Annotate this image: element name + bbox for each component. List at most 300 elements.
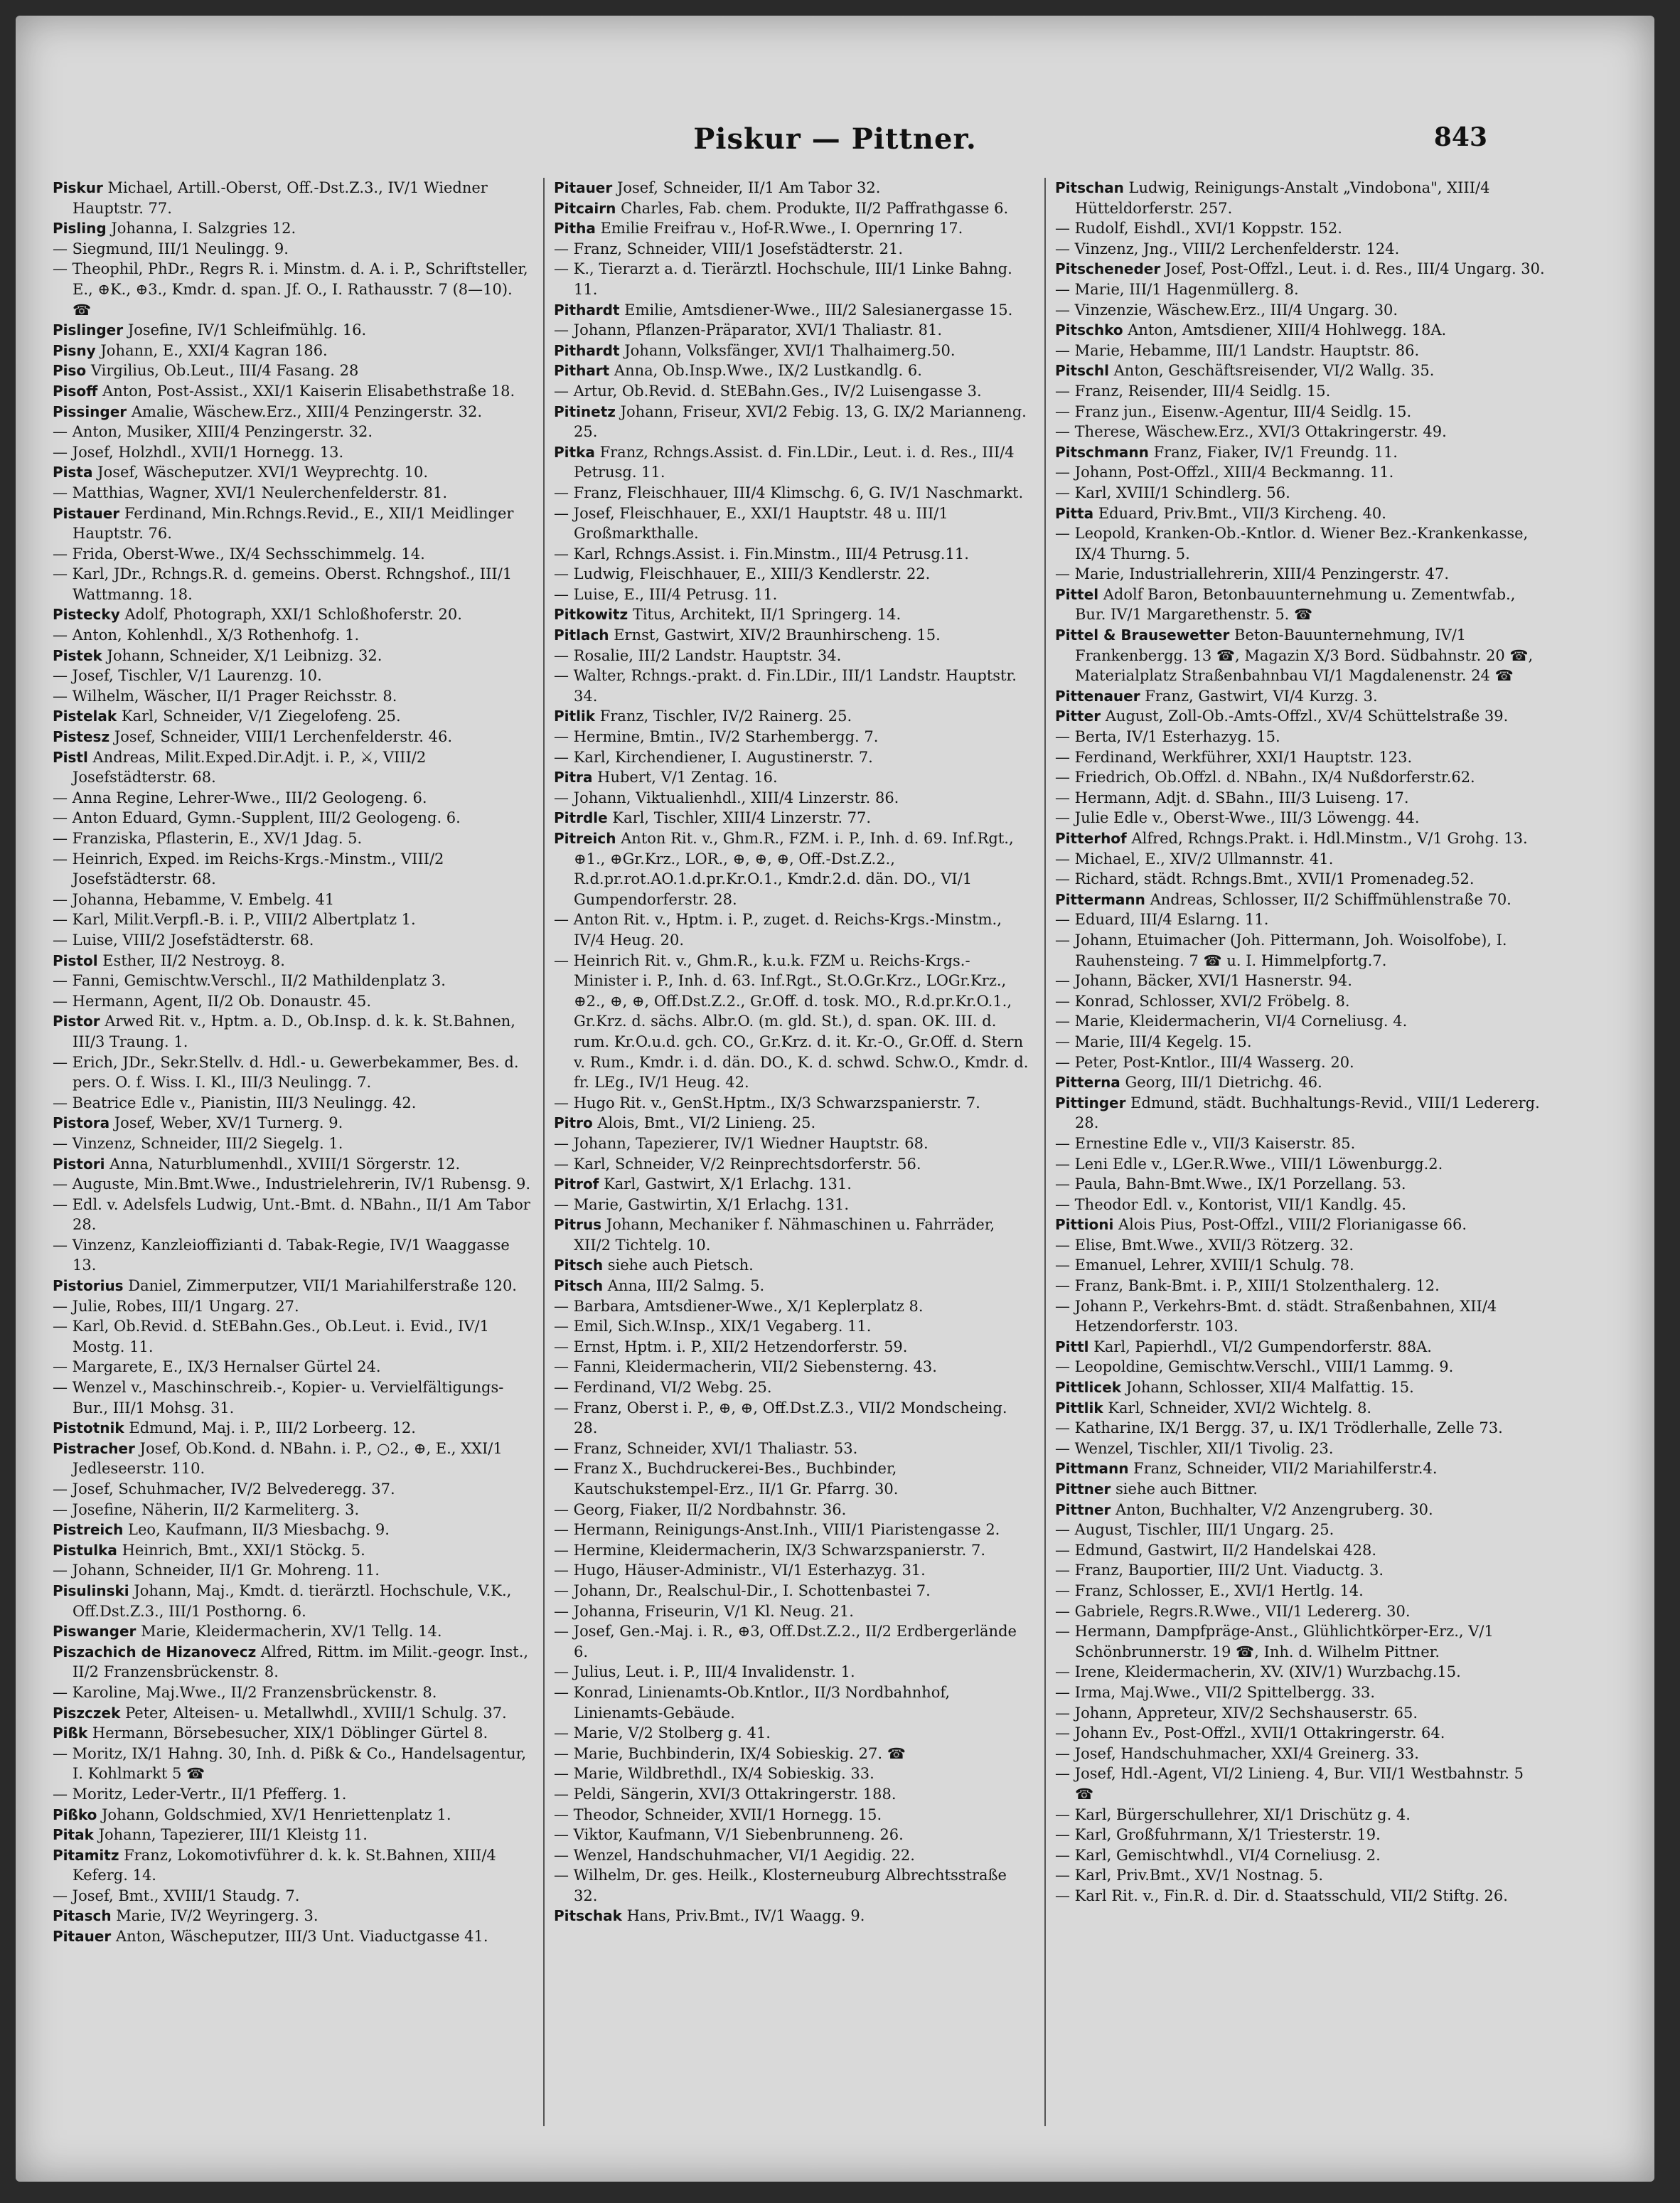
- directory-entry: [1055, 1439, 1546, 1459]
- directory-entry: [554, 1744, 1034, 1764]
- column-3: [1055, 178, 1546, 2155]
- entry-details: — Hermann, Reinigungs-Anst.Inh., VIII/1 Piaristengasse 2.: [554, 1521, 1000, 1539]
- directory-entry: [554, 585, 1034, 605]
- directory-entry: [53, 1296, 533, 1317]
- entry-details: — Johann, Bäcker, XVI/1 Hasnerstr. 94.: [1055, 972, 1352, 990]
- directory-entry: [1055, 1805, 1546, 1825]
- entry-details: — Ernst, Hptm. i. P., XII/2 Hetzendorferstr. 59.: [554, 1338, 908, 1355]
- entry-details: Ferdinand, Min.Rchngs.Revid., E., XII/1 Meidlinger Hauptstr. 76.: [73, 504, 514, 543]
- entry-details: — Anton Eduard, Gymn.-Supplent, III/2 Geologeng. 6.: [53, 809, 461, 827]
- directory-entry: [53, 1377, 533, 1418]
- entry-details: — Josef, Gen.-Maj. i. R., ⊕3, Off.Dst.Z.2., II/2 Erdbergerlände 6.: [554, 1623, 1017, 1660]
- directory-entry: [53, 259, 533, 320]
- entry-surname: Pittl: [1055, 1338, 1089, 1355]
- directory-entry: [554, 1723, 1034, 1744]
- entry-details: Johann, Mechaniker f. Nähmaschinen u. Fahrräder, XII/2 Tichtelg. 10.: [574, 1216, 995, 1254]
- entry-details: — Michael, E., XIV/2 Ullmannstr. 41.: [1055, 850, 1334, 868]
- entry-details: — Josefine, Näherin, II/2 Karmeliterg. 3.: [53, 1500, 360, 1518]
- directory-entry: [1055, 218, 1546, 239]
- entry-details: Josef, Schneider, II/1 Am Tabor 32.: [616, 179, 881, 196]
- entry-details: — Marie, III/4 Kegelg. 15.: [1055, 1033, 1252, 1050]
- entry-details: — Emil, Sich.W.Insp., XIX/1 Vegaberg. 11.: [554, 1318, 872, 1335]
- entry-details: — K., Tierarzt a. d. Tierärztl. Hochschule, III/1 Linke Bahng. 11.: [554, 260, 1012, 298]
- directory-entry: [1055, 1093, 1546, 1133]
- directory-entry: [53, 910, 533, 930]
- entry-details: Anton, Buchhalter, V/2 Anzengruberg. 30.: [1115, 1500, 1433, 1518]
- directory-entry: [53, 361, 533, 381]
- entry-details: — Hermann, Agent, II/2 Ob. Donaustr. 45.: [53, 992, 372, 1010]
- entry-surname: Pitra: [554, 769, 593, 786]
- entry-surname: Pittinger: [1055, 1094, 1126, 1111]
- page-header: [16, 122, 1654, 172]
- directory-entry: [1055, 462, 1546, 483]
- directory-entry: [554, 788, 1034, 809]
- entry-details: — Franz, Schneider, VIII/1 Josefstädterstr. 21.: [554, 240, 904, 257]
- entry-details: — Johanna, Hebamme, V. Embelg. 41: [53, 890, 335, 908]
- directory-entry: [1055, 1682, 1546, 1703]
- directory-entry: [554, 1601, 1034, 1622]
- entry-details: Anton, Wäscheputzer, III/3 Unt. Viaductgasse 41.: [115, 1928, 488, 1946]
- entry-details: Eduard, Priv.Bmt., VII/3 Kircheng. 40.: [1098, 504, 1386, 522]
- entry-details: Anton, Post-Assist., XXI/1 Kaiserin Elisabethstraße 18.: [102, 382, 515, 400]
- directory-entry: [1055, 300, 1546, 321]
- directory-entry: [53, 483, 533, 503]
- directory-entry: [1055, 1458, 1546, 1479]
- directory-entry: [554, 1133, 1034, 1154]
- directory-entry: [1055, 1500, 1546, 1520]
- directory-entry: [1055, 1886, 1546, 1906]
- directory-entry: [554, 198, 1034, 219]
- directory-entry: [554, 1377, 1034, 1398]
- entry-details: Karl, Tischler, XIII/4 Linzerstr. 77.: [612, 809, 872, 827]
- directory-entry: [1055, 625, 1546, 686]
- entry-details: Josef, Weber, XV/1 Turnerg. 9.: [114, 1114, 343, 1132]
- entry-details: Johann, Friseur, XVI/2 Febig. 13, G. IX/2 Marianneng. 25.: [574, 402, 1027, 441]
- entry-surname: Pistotnik: [53, 1419, 124, 1437]
- directory-entry: [1055, 259, 1546, 279]
- entry-details: — Rudolf, Eishdl., XVI/1 Koppstr. 152.: [1055, 220, 1342, 238]
- columns-container: [53, 178, 1545, 2155]
- directory-entry: [554, 1581, 1034, 1601]
- directory-entry: [1055, 320, 1546, 341]
- entry-details: — Leopold, Kranken-Ob.-Kntlor. d. Wiener Bez.-Krankenkasse, IX/4 Thurng. 5.: [1055, 525, 1529, 562]
- directory-entry: [554, 1825, 1034, 1845]
- entry-details: Virgilius, Ob.Leut., III/4 Fasang. 28: [90, 362, 359, 380]
- entry-details: — Wilhelm, Dr. ges. Heilk., Klosterneuburg Albrechtsstraße 32.: [554, 1867, 1007, 1904]
- directory-entry: [554, 727, 1034, 747]
- entry-details: — Peldi, Sängerin, XVI/3 Ottakringerstr. 188.: [554, 1785, 897, 1803]
- directory-entry: [1055, 1825, 1546, 1845]
- entry-surname: Piskur: [53, 179, 103, 196]
- entry-details: — Julius, Leut. i. P., III/4 Invalidenstr. 1.: [554, 1663, 855, 1681]
- entry-details: — Johann, Pflanzen-Präparator, XVI/1 Thaliastr. 81.: [554, 321, 943, 339]
- entry-details: Johann, Maj., Kmdt. d. tierärztl. Hochschule, V.K., Off.Dst.Z.3., III/1 Posthorng. 6.: [73, 1581, 512, 1620]
- directory-entry: [1055, 828, 1546, 849]
- entry-details: Edmund, Maj. i. P., III/2 Lorbeerg. 12.: [129, 1419, 416, 1437]
- directory-page: [16, 16, 1654, 2182]
- directory-entry: [53, 1744, 533, 1784]
- entry-details: — Franz, Fleischhauer, III/4 Klimschg. 6, G. IV/1 Naschmarkt.: [554, 484, 1024, 501]
- directory-entry: [53, 1113, 533, 1133]
- directory-entry: [1055, 523, 1546, 564]
- directory-entry: [554, 1845, 1034, 1866]
- entry-details: Alfred, Rchngs.Prakt. i. Hdl.Minstm., V/1 Grohg. 13.: [1131, 830, 1528, 847]
- directory-entry: [554, 604, 1034, 625]
- directory-entry: [1055, 1255, 1546, 1276]
- directory-entry: [53, 442, 533, 463]
- entry-details: Josef, Wäscheputzer. XVI/1 Weyprechtg. 10.: [97, 464, 429, 481]
- entry-details: Franz, Gastwirt, VI/4 Kurzg. 3.: [1145, 687, 1378, 705]
- directory-entry: [554, 320, 1034, 341]
- entry-surname: Pitter: [1055, 708, 1101, 725]
- directory-entry: [53, 1723, 533, 1744]
- entry-details: — Josef, Bmt., XVIII/1 Staudg. 7.: [53, 1887, 300, 1904]
- entry-details: — Marie, Kleidermacherin, VI/4 Corneliusg. 4.: [1055, 1013, 1408, 1030]
- entry-details: — Beatrice Edle v., Pianistin, III/3 Neulingg. 42.: [53, 1094, 417, 1111]
- entry-surname: Pitscheneder: [1055, 260, 1161, 278]
- directory-entry: [1055, 727, 1546, 747]
- directory-entry: [1055, 1764, 1546, 1804]
- directory-entry: [53, 1052, 533, 1093]
- entry-details: — Johann, Schneider, II/1 Gr. Mohreng. 11.: [53, 1562, 380, 1579]
- directory-entry: [554, 1458, 1034, 1499]
- directory-entry: [554, 1276, 1034, 1296]
- entry-surname: Pitka: [554, 443, 595, 461]
- entry-surname: Pitrdle: [554, 809, 608, 827]
- entry-details: — Franz, Schneider, XVI/1 Thaliastr. 53.: [554, 1439, 858, 1457]
- entry-details: — Karl, Kirchendiener, I. Augustinerstr. 7.: [554, 748, 873, 766]
- directory-entry: [1055, 767, 1546, 788]
- entry-details: siehe auch Bittner.: [1115, 1481, 1258, 1498]
- directory-entry: [554, 1906, 1034, 1926]
- entry-surname: Pithardt: [554, 301, 620, 319]
- directory-entry: [1055, 910, 1546, 930]
- directory-entry: [1055, 279, 1546, 300]
- directory-entry: [554, 1357, 1034, 1377]
- entry-details: Josef, Ob.Kond. d. NBahn. i. P., ○2., ⊕, E., XXI/1 Jedleseerstr. 110.: [73, 1439, 503, 1478]
- entry-details: — Theodor, Schneider, XVII/1 Hornegg. 15.: [554, 1805, 882, 1823]
- entry-details: — Theodor Edl. v., Kontorist, VII/1 Kandlg. 45.: [1055, 1195, 1406, 1213]
- entry-details: Alfred, Rittm. im Milit.-geogr. Inst., II/2 Franzensbrückenstr. 8.: [73, 1643, 529, 1681]
- entry-surname: Pistl: [53, 748, 88, 766]
- entry-details: Johann, Tapezierer, III/1 Kleistg 11.: [98, 1826, 368, 1844]
- entry-details: — Leni Edle v., LGer.R.Wwe., VIII/1 Löwenburgg.2.: [1055, 1155, 1443, 1173]
- entry-details: Esther, II/2 Nestroyg. 8.: [102, 951, 285, 969]
- entry-details: Anton, Amtsdiener, XIII/4 Hohlwegg. 18A.: [1128, 321, 1447, 339]
- entry-details: — Karl, Ob.Revid. d. StEBahn.Ges., Ob.Leut. i. Evid., IV/1 Mostg. 11.: [53, 1318, 489, 1355]
- directory-entry: [554, 951, 1034, 1093]
- column-divider: [543, 178, 545, 2126]
- directory-entry: [554, 381, 1034, 402]
- directory-entry: [1055, 1621, 1546, 1662]
- directory-entry: [53, 320, 533, 341]
- directory-entry: [53, 890, 533, 910]
- entry-details: Anna, III/2 Salmg. 5.: [607, 1277, 765, 1295]
- directory-entry: [554, 1174, 1034, 1195]
- entry-surname: Pittermann: [1055, 890, 1145, 908]
- entry-surname: Pitro: [554, 1114, 593, 1132]
- entry-details: — Katharine, IX/1 Bergg. 37, u. IX/1 Trödlerhalle, Zelle 73.: [1055, 1419, 1503, 1437]
- entry-surname: Pitschl: [1055, 362, 1109, 380]
- entry-details: — Franz, Bauportier, III/2 Unt. Viaductg. 3.: [1055, 1562, 1384, 1579]
- entry-details: — Peter, Post-Kntlor., III/4 Wasserg. 20.: [1055, 1053, 1354, 1071]
- entry-surname: Pitkowitz: [554, 606, 628, 624]
- directory-entry: [1055, 747, 1546, 768]
- directory-entry: [1055, 1398, 1546, 1419]
- directory-entry: [53, 604, 533, 625]
- directory-entry: [554, 666, 1034, 706]
- entry-surname: Pitschak: [554, 1907, 622, 1925]
- directory-entry: [53, 706, 533, 727]
- entry-surname: Pisny: [53, 341, 96, 359]
- entry-details: Anton Rit. v., Ghm.R., FZM. i. P., Inh. d. 69. Inf.Rgt., ⊕1., ⊕Gr.Krz., LOR., ⊕, ⊕, ⊕, Off.-Dst.Z.2., R.d.pr.rot.AO.1.d.pr.Kr.O.1., Kmdr.2.d. dän. DO., VI/1 Gumpendorferstr. 28.: [574, 830, 1014, 908]
- entry-details: Andreas, Schlosser, II/2 Schiffmühlenstraße 70.: [1150, 890, 1512, 908]
- directory-entry: [53, 1174, 533, 1195]
- entry-surname: Pitauer: [53, 1928, 112, 1946]
- entry-details: Johann, E., XXI/4 Kagran 186.: [100, 341, 328, 359]
- entry-details: — Johann P., Verkehrs-Bmt. d. städt. Straßenbahnen, XII/4 Hetzendorferstr. 103.: [1055, 1297, 1497, 1335]
- entry-details: Franz, Lokomotivführer d. k. k. St.Bahnen, XIII/4 Keferg. 14.: [73, 1846, 496, 1884]
- entry-details: — Moritz, Leder-Vertr., II/1 Pfefferg. 1.: [53, 1785, 347, 1803]
- directory-entry: [53, 666, 533, 686]
- entry-details: — Karl, Großfuhrmann, X/1 Triesterstr. 19.: [1055, 1826, 1381, 1844]
- directory-entry: [554, 1316, 1034, 1337]
- entry-details: — Johann Ev., Post-Offzl., XVII/1 Ottakringerstr. 64.: [1055, 1724, 1445, 1742]
- entry-details: — Marie, III/1 Hagenmüllerg. 8.: [1055, 280, 1299, 298]
- directory-entry: [53, 1682, 533, 1703]
- directory-entry: [554, 402, 1034, 442]
- directory-entry: [554, 910, 1034, 950]
- entry-details: — Josef, Handschuhmacher, XXI/4 Greinerg. 33.: [1055, 1744, 1419, 1762]
- directory-entry: [554, 259, 1034, 299]
- directory-entry: [53, 544, 533, 565]
- entry-details: — Marie, Gastwirtin, X/1 Erlachg. 131.: [554, 1195, 850, 1213]
- directory-entry: [53, 808, 533, 828]
- directory-entry: [53, 1500, 533, 1520]
- directory-entry: [554, 544, 1034, 565]
- entry-surname: Pistorius: [53, 1277, 124, 1295]
- entry-details: — Wenzel, Tischler, XII/1 Tivolig. 23.: [1055, 1439, 1334, 1457]
- directory-entry: [1055, 808, 1546, 828]
- entry-details: — Marie, Hebamme, III/1 Landstr. Hauptstr. 86.: [1055, 341, 1420, 359]
- entry-details: — Matthias, Wagner, XVI/1 Neulerchenfelderstr. 81.: [53, 484, 448, 501]
- entry-details: — Ernestine Edle v., VII/3 Kaiserstr. 85.: [1055, 1134, 1356, 1152]
- entry-details: — Johann, Etuimacher (Joh. Pittermann, Joh. Woisolfobe), I. Rauhensteing. 7 ☎ u. I. Himmelpfortg.7.: [1055, 931, 1507, 969]
- directory-entry: [53, 1886, 533, 1906]
- directory-entry: [554, 767, 1034, 788]
- directory-entry: [1055, 1154, 1546, 1175]
- entry-details: — Berta, IV/1 Esterhazyg. 15.: [1055, 728, 1280, 746]
- directory-entry: [554, 1540, 1034, 1561]
- entry-details: Charles, Fab. chem. Produkte, II/2 Paffrathgasse 6.: [621, 199, 1009, 217]
- entry-details: — Karl, Schneider, V/2 Reinprechtsdorferstr. 56.: [554, 1155, 921, 1173]
- directory-entry: [53, 503, 533, 544]
- directory-entry: [53, 727, 533, 747]
- entry-details: — Gabriele, Regrs.R.Wwe., VII/1 Ledererg. 30.: [1055, 1602, 1411, 1620]
- entry-surname: Pitamitz: [53, 1846, 119, 1864]
- entry-details: — Josef, Hdl.-Agent, VI/2 Linieng. 4, Bur. VII/1 Westbahnstr. 5 ☎: [1055, 1765, 1524, 1803]
- entry-surname: Pitterhof: [1055, 830, 1127, 847]
- entry-surname: Pistreich: [53, 1521, 124, 1539]
- entry-surname: Pithart: [554, 362, 610, 380]
- directory-entry: [554, 1439, 1034, 1459]
- entry-details: — Josef, Tischler, V/1 Laurenzg. 10.: [53, 667, 322, 685]
- entry-details: — Johann, Post-Offzl., XIII/4 Beckmanng. 11.: [1055, 464, 1394, 481]
- entry-details: Anton, Geschäftsreisender, VI/2 Wallg. 35.: [1113, 362, 1435, 380]
- directory-entry: [1055, 422, 1546, 442]
- directory-entry: [1055, 1865, 1546, 1886]
- entry-details: — Marie, Wildbrethdl., IX/4 Sobieskig. 33.: [554, 1765, 874, 1783]
- entry-surname: Pitlik: [554, 708, 596, 725]
- entry-details: — Hermine, Bmtin., IV/2 Starhembergg. 7.: [554, 728, 879, 746]
- entry-details: Johann, Goldschmied, XV/1 Henriettenplatz 1.: [102, 1805, 451, 1823]
- directory-entry: [53, 1011, 533, 1052]
- entry-details: — Anton, Kohlenhdl., X/3 Rothenhofg. 1.: [53, 626, 360, 644]
- directory-entry: [53, 1195, 533, 1235]
- entry-surname: Pissinger: [53, 402, 127, 420]
- entry-surname: Pitauer: [554, 179, 613, 196]
- entry-details: — Luise, VIII/2 Josefstädterstr. 68.: [53, 931, 314, 949]
- entry-details: — Anton, Musiker, XIII/4 Penzingerstr. 32.: [53, 423, 373, 441]
- entry-details: — Marie, V/2 Stolberg g. 41.: [554, 1724, 771, 1742]
- entry-surname: Pittner: [1055, 1500, 1111, 1518]
- entry-details: Karl, Schneider, V/1 Ziegelofeng. 25.: [121, 708, 401, 725]
- entry-details: — Anna Regine, Lehrer-Wwe., III/2 Geologeng. 6.: [53, 789, 427, 806]
- directory-entry: [1055, 1072, 1546, 1093]
- entry-details: — Edl. v. Adelsfels Ludwig, Unt.-Bmt. d. NBahn., II/1 Am Tabor 28.: [53, 1195, 530, 1234]
- entry-details: — Hugo, Häuser-Administr., VI/1 Esterhazyg. 31.: [554, 1562, 926, 1579]
- entry-details: Franz, Fiaker, IV/1 Freundg. 11.: [1153, 443, 1398, 461]
- entry-details: Johann, Schlosser, XII/4 Malfattig. 15.: [1125, 1379, 1414, 1397]
- entry-details: — Wenzel v., Maschinschreib.-, Kopier- u. Vervielfältigungs-Bur., III/1 Mohsg. 31.: [53, 1379, 504, 1417]
- entry-details: — Frida, Oberst-Wwe., IX/4 Sechsschimmelg. 14.: [53, 545, 425, 562]
- directory-entry: [53, 1560, 533, 1581]
- entry-details: — Luise, E., III/4 Petrusg. 11.: [554, 585, 778, 603]
- directory-entry: [53, 1093, 533, 1114]
- entry-details: Ernst, Gastwirt, XIV/2 Braunhirscheng. 15.: [614, 626, 941, 644]
- entry-surname: Pitcairn: [554, 199, 616, 217]
- entry-details: — Josef, Schuhmacher, IV/2 Belvederegg. 37.: [53, 1481, 395, 1498]
- entry-details: — Fanni, Kleidermacherin, VII/2 Siebensterng. 43.: [554, 1358, 937, 1376]
- directory-entry: [1055, 1174, 1546, 1195]
- directory-entry: [1055, 1845, 1546, 1866]
- directory-entry: [554, 1296, 1034, 1317]
- entry-surname: Pithardt: [554, 341, 620, 359]
- entry-details: Josef, Post-Offzl., Leut. i. d. Res., III/4 Ungarg. 30.: [1165, 260, 1545, 278]
- page-title: Piskur — Pittner.: [693, 122, 977, 156]
- entry-surname: Pitrof: [554, 1175, 599, 1193]
- entry-details: Michael, Artill.-Oberst, Off.-Dst.Z.3., IV/1 Wiedner Hauptstr. 77.: [73, 179, 488, 217]
- directory-entry: [554, 1865, 1034, 1906]
- entry-details: — Franz, Oberst i. P., ⊕, ⊕, Off.Dst.Z.3., VII/2 Mondscheing. 28.: [554, 1399, 1007, 1437]
- entry-details: — Vinzenz, Jng., VIII/2 Lerchenfelderstr. 124.: [1055, 240, 1400, 257]
- entry-details: — Julie, Robes, III/1 Ungarg. 27.: [53, 1297, 299, 1315]
- entry-details: — Wilhelm, Wäscher, II/1 Prager Reichsstr. 8.: [53, 687, 397, 705]
- entry-details: — Franz X., Buchdruckerei-Bes., Buchbinder, Kautschukstempel-Erz., II/1 Gr. Pfarrg. 30.: [554, 1460, 899, 1498]
- directory-entry: [1055, 585, 1546, 625]
- entry-surname: Pistulka: [53, 1541, 117, 1559]
- directory-entry: [53, 462, 533, 483]
- directory-entry: [1055, 890, 1546, 910]
- directory-entry: [53, 1540, 533, 1561]
- directory-entry: [1055, 239, 1546, 260]
- entry-surname: Pistora: [53, 1114, 110, 1132]
- entry-details: — Julie Edle v., Oberst-Wwe., III/3 Löwengg. 44.: [1055, 809, 1420, 827]
- entry-details: — Viktor, Kaufmann, V/1 Siebenbrunneng. 26.: [554, 1826, 904, 1844]
- directory-entry: [53, 239, 533, 260]
- entry-details: Ludwig, Reinigungs-Anstalt „Vindobona", XIII/4 Hütteldorferstr. 257.: [1075, 179, 1490, 217]
- entry-details: — Franz, Reisender, III/4 Seidlg. 15.: [1055, 382, 1331, 400]
- entry-surname: Pittner: [1055, 1481, 1111, 1498]
- directory-entry: [554, 1520, 1034, 1540]
- entry-surname: Pitinetz: [554, 402, 616, 420]
- entry-details: — Theophil, PhDr., Regrs R. i. Minstm. d. A. i. P., Schriftsteller, E., ⊕K., ⊕3., Kmdr. d. span. Jf. O., I. Rathausstr. 7 (8—10). ☎: [53, 260, 528, 319]
- column-divider: [1044, 178, 1046, 2126]
- directory-entry: [53, 1235, 533, 1276]
- directory-entry: [53, 747, 533, 788]
- entry-details: — Auguste, Min.Bmt.Wwe., Industrielehrerin, IV/1 Rubensg. 9.: [53, 1175, 531, 1193]
- entry-details: Franz, Schneider, VII/2 Mariahilferstr.4.: [1133, 1460, 1438, 1478]
- directory-entry: [554, 1682, 1034, 1723]
- entry-details: — Konrad, Linienamts-Ob.Kntlor., II/3 Nordbahnhof, Linienamts-Gebäude.: [554, 1683, 951, 1722]
- entry-details: Karl, Schneider, XVI/2 Wichtelg. 8.: [1108, 1399, 1372, 1417]
- entry-details: Josef, Schneider, VIII/1 Lerchenfelderstr. 46.: [114, 728, 453, 746]
- directory-entry: [554, 300, 1034, 321]
- directory-entry: [554, 503, 1034, 544]
- directory-entry: [1055, 1744, 1546, 1764]
- directory-entry: [53, 1784, 533, 1805]
- entry-details: — Johann, Appreteur, XIV/2 Sechshauserstr. 65.: [1055, 1704, 1418, 1722]
- directory-entry: [53, 1479, 533, 1500]
- entry-surname: Pitsch: [554, 1277, 604, 1295]
- directory-entry: [53, 788, 533, 809]
- entry-surname: Pittioni: [1055, 1216, 1114, 1234]
- entry-details: Josefine, IV/1 Schleifmühlg. 16.: [127, 321, 367, 339]
- entry-details: — Irma, Maj.Wwe., VII/2 Spittelbergg. 33.: [1055, 1683, 1375, 1701]
- entry-surname: Pislinger: [53, 321, 124, 339]
- entry-surname: Pistek: [53, 646, 102, 664]
- entry-details: — Vinzenz, Schneider, III/2 Siegelg. 1.: [53, 1134, 343, 1152]
- entry-surname: Pittmann: [1055, 1460, 1129, 1478]
- directory-entry: [53, 402, 533, 422]
- directory-entry: [1055, 1377, 1546, 1398]
- entry-details: Edmund, städt. Buchhaltungs-Revid., VIII/1 Ledererg. 28.: [1075, 1094, 1540, 1132]
- directory-entry: [53, 1154, 533, 1175]
- entry-details: Peter, Alteisen- u. Metallwhdl., XVIII/1 Schulg. 37.: [125, 1704, 507, 1722]
- directory-entry: [1055, 849, 1546, 870]
- directory-entry: [1055, 381, 1546, 402]
- entry-details: Karl, Gastwirt, X/1 Erlachg. 131.: [604, 1175, 852, 1193]
- entry-details: Amalie, Wäschew.Erz., XIII/4 Penzingerstr. 32.: [131, 402, 483, 420]
- entry-details: — Karl, Milit.Verpfl.-B. i. P., VIII/2 Albertplatz 1.: [53, 911, 416, 929]
- directory-entry: [1055, 1296, 1546, 1337]
- directory-entry: [554, 1662, 1034, 1682]
- entry-details: — Karl, Gemischtwhdl., VI/4 Corneliusg. 2.: [1055, 1846, 1381, 1864]
- entry-details: — Karl, JDr., Rchngs.R. d. gemeins. Oberst. Rchngshof., III/1 Wattmanng. 18.: [53, 565, 513, 603]
- entry-details: Hans, Priv.Bmt., IV/1 Waagg. 9.: [626, 1907, 865, 1925]
- entry-surname: Pißk: [53, 1724, 88, 1742]
- entry-surname: Pistesz: [53, 728, 110, 746]
- directory-entry: [554, 1560, 1034, 1581]
- directory-entry: [1055, 706, 1546, 727]
- directory-entry: [554, 564, 1034, 585]
- entry-details: — Johann, Tapezierer, IV/1 Wiedner Hauptstr. 68.: [554, 1134, 929, 1152]
- directory-entry: [1055, 503, 1546, 524]
- directory-entry: [1055, 1520, 1546, 1540]
- directory-entry: [53, 1439, 533, 1479]
- directory-entry: [53, 1276, 533, 1296]
- entry-details: — August, Tischler, III/1 Ungarg. 25.: [1055, 1521, 1334, 1539]
